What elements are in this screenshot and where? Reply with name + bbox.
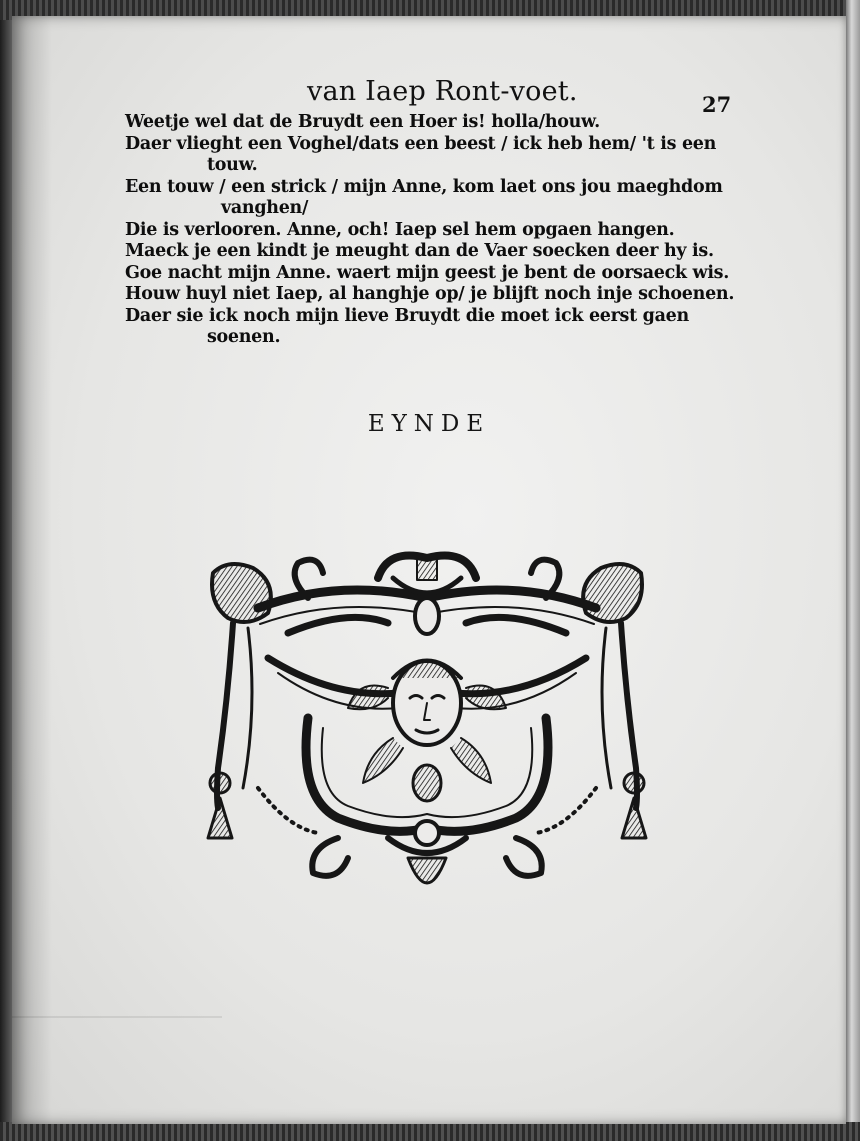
verse-line: Weetje wel dat de Bruydt een Hoer is! holla/houw. [125,112,600,132]
book-binding-right [846,0,860,1141]
gutter-shadow [12,16,52,1124]
woodcut-mascaron-icon [188,538,666,913]
verse-line: Houw huyl niet Iaep, al hanghje op/ je blijft noch inje schoenen. [125,284,735,304]
book-binding-bottom [0,1122,860,1141]
verse-line: Goe nacht mijn Anne. waert mijn geest je bent de oorsaeck wis. [125,262,730,283]
verse-line-continuation: vanghen/ [221,198,309,218]
running-head: van Iaep Ront-voet. [307,76,578,107]
verse-block [125,112,735,349]
book-page [12,16,846,1124]
verse-line: Daer vlieght een Voghel/dats een beest / ick heb hem/ 't is een [125,133,717,154]
verse-line-continuation: soenen. [207,327,281,347]
verse-line: Maeck je een kindt je meught dan de Vaer soecken deer hy is. [125,241,714,261]
verse-line: Daer sie ick noch mijn lieve Bruydt die moet ick eerst gaen [125,305,689,326]
verse-line-continuation: touw. [207,155,258,175]
verse-line: Die is verlooren. Anne, och! Iaep sel hem opgaen hangen. [125,219,675,240]
closing-word: EYNDE [367,411,491,437]
verse-line: Een touw / een strick / mijn Anne, kom laet ons jou maeghdom [125,176,723,197]
paper-crease [12,1016,222,1018]
page-number: 27 [702,92,732,117]
